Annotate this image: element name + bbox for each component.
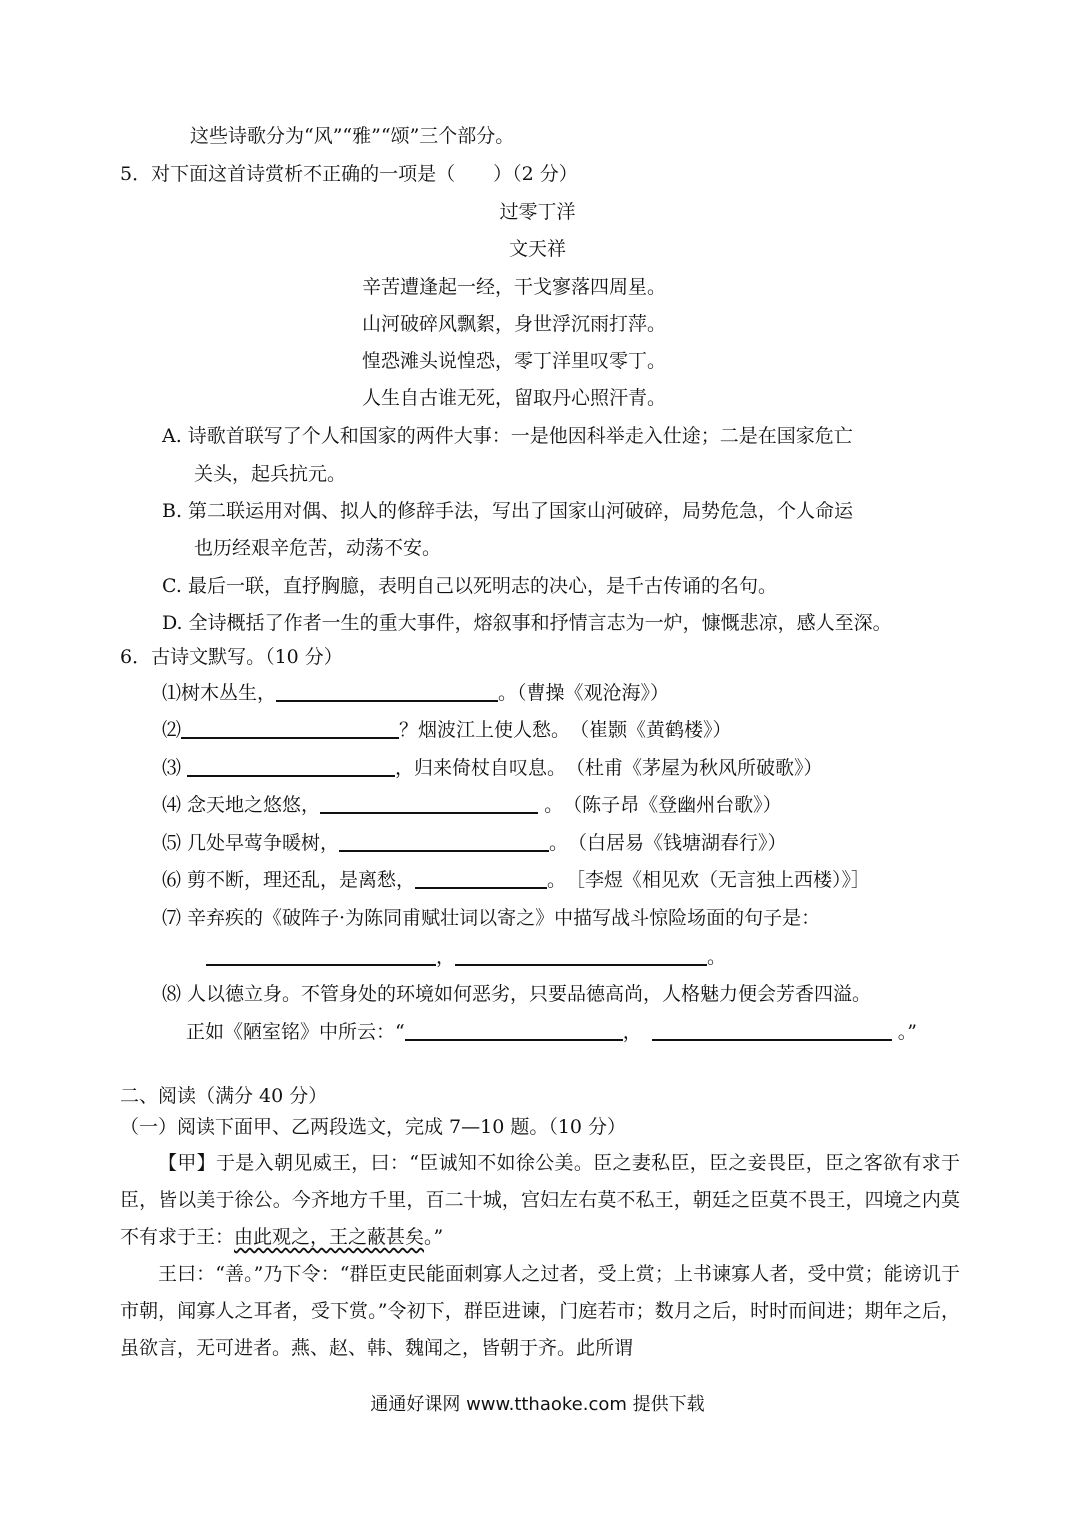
answer-blank[interactable] — [652, 1019, 892, 1041]
option-a-cont: 关头，起兵抗元。 — [194, 463, 347, 485]
item-source: 。 （陈子昂《登幽州台歌》） — [538, 794, 782, 816]
option-b-cont: 也历经艰辛危苦，动荡不安。 — [194, 537, 442, 559]
punct: 。 — [707, 946, 727, 968]
item-source: 。 （白居易《钱塘湖春行》） — [549, 832, 787, 854]
item-text: ⑹ 剪不断，理还乱，是离愁， — [162, 869, 416, 891]
answer-blank[interactable] — [206, 944, 436, 966]
recite-item-6 — [162, 866, 870, 894]
recite-item-1 — [162, 679, 669, 707]
answer-blank[interactable] — [187, 755, 395, 777]
answer-blank[interactable] — [455, 944, 707, 966]
passage-text: 【甲】于是入朝见威王，曰：“臣诚知不如徐公美。臣之妻私臣，臣之妾畏臣，臣之客欲有求于臣，皆以美于徐公。今齐地方千里，百二十城，宫妇左右莫不私王，朝廷之臣莫不畏王，四境之内莫不有求于王： — [120, 1152, 960, 1248]
recite-item-3 — [162, 754, 823, 782]
poem-line: 惶恐滩头说惶恐，零丁洋里叹零丁。 — [362, 350, 667, 372]
answer-blank[interactable] — [415, 867, 547, 889]
item-text: ⑸ 几处早莺争暖树， — [162, 832, 340, 854]
punct: ， — [622, 1021, 642, 1043]
recite-item-8: ⑻ 人以德立身。不管身处的环境如何恶劣，只要品德高尚，人格魅力便会芳香四溢。 — [162, 983, 872, 1005]
poem-line: 人生自古谁无死，留取丹心照汗青。 — [362, 387, 667, 409]
passage-text: 。” — [424, 1226, 444, 1248]
underlined-sentence: 由此观之，王之蔽甚矣 — [234, 1226, 425, 1248]
poem-line: 山河破碎风飘絮，身世浮沉雨打萍。 — [362, 313, 667, 335]
poem-title: 过零丁洋 — [499, 201, 576, 223]
punct: 。” — [891, 1021, 917, 1043]
item-text: ⑴树木丛生， — [162, 682, 277, 704]
item-text: ⑶ — [162, 757, 188, 779]
option-c: C. 最后一联，直抒胸臆，表明自己以死明志的决心，是千古传诵的名句。 — [162, 575, 777, 597]
poem-author: 文天祥 — [508, 238, 566, 260]
section-subheading: （一）阅读下面甲、乙两段选文，完成 7—10 题。（10 分） — [120, 1116, 627, 1138]
answer-blank[interactable] — [320, 792, 538, 814]
item-text: 正如《陋室铭》中所云：“ — [186, 1021, 405, 1043]
recite-item-2 — [162, 716, 732, 744]
question-6-stem: 6．古诗文默写。（10 分） — [120, 646, 343, 668]
option-a: A. 诗歌首联写了个人和国家的两件大事：一是他因科举走入仕途；二是在国家危亡 — [162, 425, 853, 447]
item-source: 。 ［李煜《相见欢（无言独上西楼）》］ — [547, 869, 871, 891]
recite-item-4 — [162, 791, 782, 819]
recite-item-7: ⑺ 辛弃疾的《破阵子·为陈同甫赋壮词以寄之》中描写战斗惊险场面的句子是： — [162, 907, 821, 929]
item-source: 。（曹操《观沧海》） — [498, 682, 670, 704]
answer-blank[interactable] — [276, 680, 498, 702]
answer-blank[interactable] — [405, 1019, 623, 1041]
page-footer: 通通好课网 www.tthaoke.com 提供下载 — [370, 1394, 705, 1415]
item-source: ？烟波江上使人愁。 （崔颢《黄鹤楼》） — [399, 719, 732, 741]
section-heading: 二、阅读（满分 40 分） — [120, 1085, 328, 1107]
answer-blank[interactable] — [181, 717, 399, 739]
poem-line: 辛苦遭逢起一经，干戈寥落四周星。 — [362, 276, 667, 298]
option-d: D. 全诗概括了作者一生的重大事件，熔叙事和抒情言志为一炉，慷慨悲凉，感人至深。 — [162, 612, 892, 634]
recite-item-8-answers — [186, 1018, 917, 1046]
item-text: ⑵ — [162, 719, 182, 741]
item-text: ⑷ 念天地之悠悠， — [162, 794, 321, 816]
question-5-stem: 5．对下面这首诗赏析不正确的一项是（ ）（2 分） — [120, 163, 578, 185]
recite-item-7-answers — [206, 943, 726, 971]
item-source: ，归来倚杖自叹息。 （杜甫《茅屋为秋风所破歌》） — [395, 757, 823, 779]
passage-paragraph-2: 王曰：“善。”乃下令：“群臣吏民能面刺寡人之过者，受上赏；上书谏寡人者，受中赏；能谤讥于市朝，闻寡人之耳者，受下赏。”令初下，群臣进谏，门庭若市；数月之后，时时而间进；期年之后，虽欲言，无可进者。燕、赵、韩、魏闻之，皆朝于齐。此所谓 — [120, 1263, 960, 1359]
answer-blank[interactable] — [339, 830, 549, 852]
punct: ， — [436, 946, 456, 968]
intro-line: 这些诗歌分为“风”“雅”“颂”三个部分。 — [190, 125, 515, 147]
option-b: B. 第二联运用对偶、拟人的修辞手法，写出了国家山河破碎，局势危急，个人命运 — [162, 500, 854, 522]
recite-item-5 — [162, 829, 787, 857]
passage-paragraph-1 — [120, 1145, 960, 1256]
